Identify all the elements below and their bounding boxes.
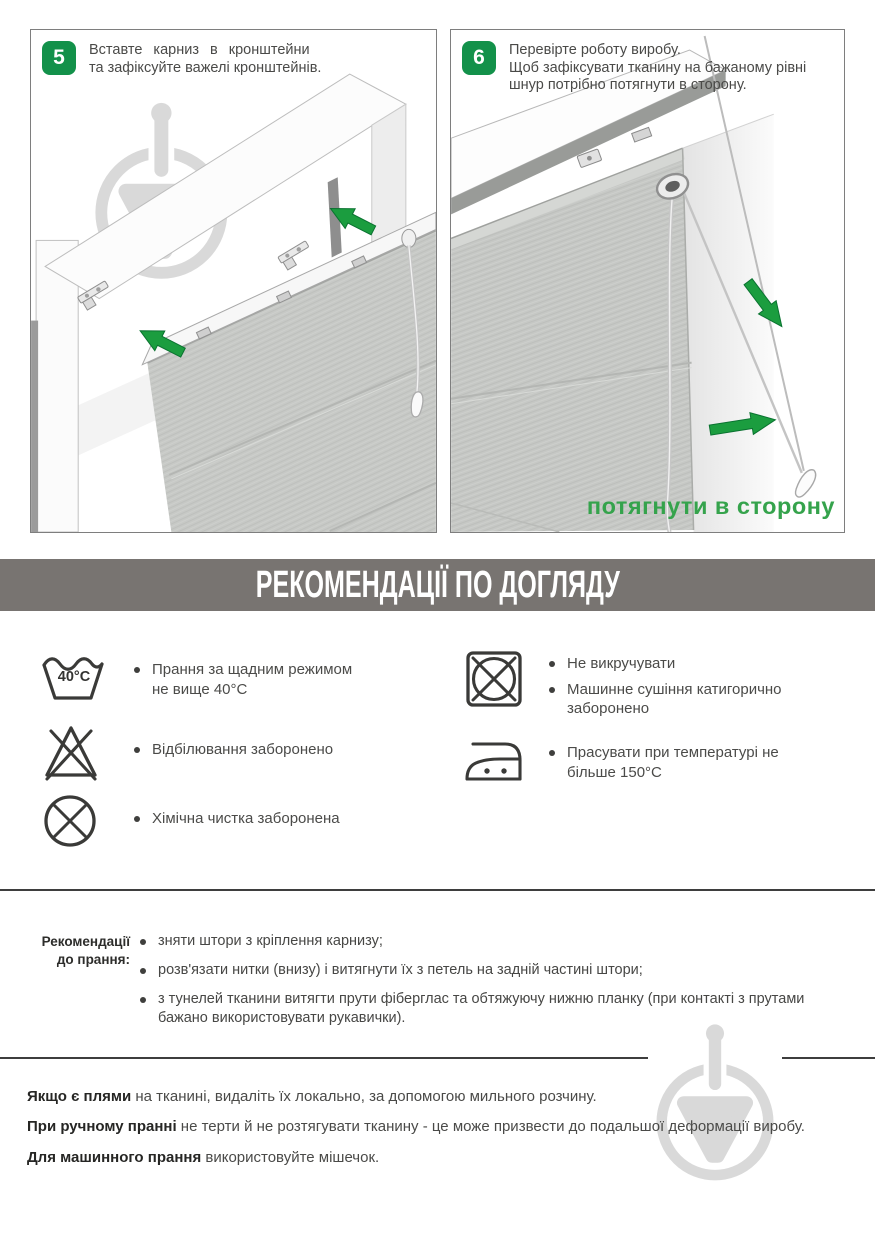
step6-panel xyxy=(450,29,845,533)
cord-loop xyxy=(402,229,416,247)
care-no-wring-text: Не викручувати xyxy=(567,655,676,672)
no-bleach-icon xyxy=(42,722,100,787)
bullet-dot xyxy=(134,747,140,753)
divider-top xyxy=(0,889,875,891)
care-iron-text: Прасувати при температурі не більше 150°С xyxy=(567,744,779,781)
footer-note-rest: не терти й не розтягувати тканину - це може призвести до подальшої деформації виробу. xyxy=(176,1118,805,1136)
blind-fabric xyxy=(451,148,693,532)
care-no-bleach-text: Відбілювання заборонено xyxy=(152,741,334,758)
step6-illustration xyxy=(451,30,844,532)
step6-line1: Перевірте роботу виробу. xyxy=(509,42,681,58)
care-row-no-dry-clean xyxy=(42,793,340,854)
bullet-dot xyxy=(549,750,555,756)
footer-note-rest: на тканині, видаліть їх локально, за допомогою мильного розчину. xyxy=(131,1088,597,1105)
wash-temp-label: 40°C xyxy=(57,669,91,685)
list-item xyxy=(140,961,854,980)
step5-line2: та зафіксуйте важелі кронштейнів. xyxy=(89,59,322,76)
footer-note-machine-wash xyxy=(27,1149,849,1168)
step5-panel xyxy=(30,29,437,533)
footer-note-bold: При ручному пранні xyxy=(27,1118,177,1136)
footer-note-bold: Для машинного прання xyxy=(27,1148,202,1166)
rec-text-3: з тунелей тканини витягти прути фіберглас та обтяжуючу нижню планку (при контакті з прутами бажано використовувати рукавички). xyxy=(158,990,805,1026)
footer-notes xyxy=(27,1088,849,1179)
step6-header xyxy=(451,30,844,95)
care-banner-title: РЕКОМЕНДАЦІЇ ПО ДОГЛЯДУ xyxy=(255,563,620,606)
step6-line2: Щоб зафіксувати тканину на бажаному рівні xyxy=(509,59,807,76)
bullet-dot xyxy=(140,968,146,974)
care-wash-text: Прання за щадним режимом не вище 40°С xyxy=(152,661,353,698)
step6-line3: шнур потрібно потягнути в сторону. xyxy=(509,77,747,94)
care-no-machine-dry-text: Машинне сушіння катигорично заборонено xyxy=(567,680,782,717)
washing-recs-label-line1: Рекомендації xyxy=(41,934,130,949)
rec-text-1: зняти штори з кріплення карнизу; xyxy=(158,933,383,949)
step-panels xyxy=(30,29,845,533)
no-dry-clean-icon xyxy=(42,793,98,854)
care-row-iron xyxy=(463,735,782,788)
bracket-right xyxy=(278,241,314,271)
step-number-badge: 5 xyxy=(42,41,76,75)
bullet-dot xyxy=(140,939,146,945)
washing-recs-label xyxy=(20,933,130,968)
pull-aside-callout: потягнути в сторону xyxy=(586,493,835,519)
care-row-no-bleach xyxy=(42,722,333,787)
care-no-dry-clean-text: Хімічна чистка заборонена xyxy=(152,810,340,827)
rec-text-2: розв'язати нитки (внизу) і витягнути їх з петель на задній частині штори; xyxy=(158,961,643,978)
step-number-badge: 6 xyxy=(462,41,496,75)
bullet-dot xyxy=(549,687,555,693)
step6-text xyxy=(509,41,806,95)
bullet-dot xyxy=(134,816,140,822)
step5-illustration xyxy=(31,30,436,532)
step5-text xyxy=(89,41,321,77)
step5-line1: Вставте карниз в кронштейни xyxy=(89,42,310,58)
bullet-dot xyxy=(549,661,555,667)
list-item xyxy=(140,932,854,951)
wash-40-icon xyxy=(40,652,106,707)
footer-note-stains xyxy=(27,1088,849,1107)
footer-note-bold: Якщо є плями xyxy=(27,1088,132,1105)
footer-note-hand-wash xyxy=(27,1118,849,1137)
care-row-wash xyxy=(40,652,367,707)
washing-recs-label-line2: до прання: xyxy=(56,951,130,967)
no-tumble-dry-icon xyxy=(465,650,523,713)
care-row-no-tumble xyxy=(465,650,812,725)
care-banner xyxy=(0,559,875,611)
iron-150-icon xyxy=(463,735,525,788)
side-wall xyxy=(683,114,774,532)
footer-note-rest: використовуйте мішечок. xyxy=(201,1148,380,1166)
bullet-dot xyxy=(134,667,140,673)
step5-header xyxy=(31,30,436,77)
bullet-dot xyxy=(140,997,146,1003)
